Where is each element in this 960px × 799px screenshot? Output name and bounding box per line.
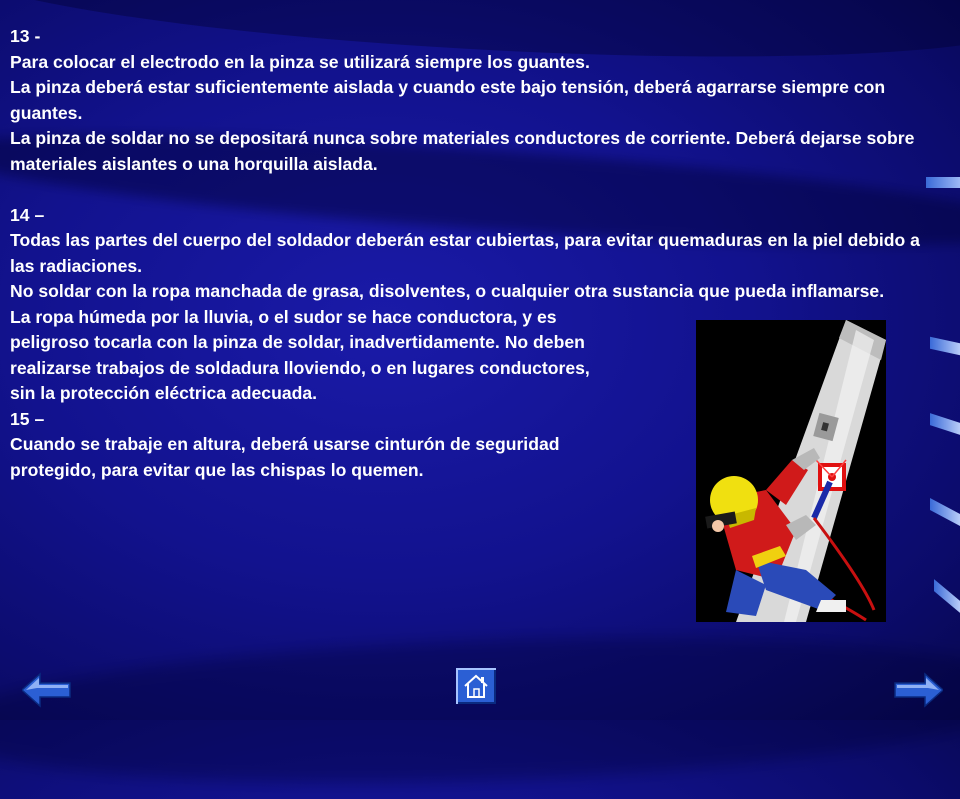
- section-spacer: [10, 177, 935, 203]
- section-14-line-2: peligroso tocarla con la pinza de soldar, inadvertidamente. No deben: [10, 332, 585, 352]
- section-14-number: 14 –: [10, 204, 45, 225]
- section-15-line-2: protegido, para evitar que las chispas lo quemen.: [10, 459, 424, 480]
- section-14-narrow-block: [10, 305, 670, 407]
- decorative-stripe: [930, 498, 960, 526]
- previous-slide-button[interactable]: [22, 672, 72, 708]
- section-13-paragraph-1: Para colocar el electrodo en la pinza se utilizará siempre los guantes.: [10, 51, 590, 72]
- section-15-narrow-block: [10, 432, 670, 483]
- section-14-line-3: realizarse trabajos de soldadura lloviendo, o en lugares conductores,: [10, 357, 590, 378]
- section-15-line-1: Cuando se trabaje en altura, deberá usarse cinturón de seguridad: [10, 434, 560, 454]
- next-slide-button[interactable]: [893, 672, 943, 708]
- arrow-left-icon: [22, 672, 72, 708]
- decorative-stripe: [934, 579, 960, 613]
- section-14-line-1: La ropa húmeda por la lluvia, o el sudor se hace conductora, y es: [10, 306, 557, 327]
- decorative-stripe: [926, 177, 960, 188]
- background-swoosh-bottom: [0, 621, 960, 799]
- section-15-number: 15 –: [10, 408, 45, 429]
- welder-on-pole-illustration: [696, 320, 886, 622]
- home-icon: [462, 672, 490, 700]
- home-button[interactable]: [456, 668, 496, 704]
- section-14-paragraph-1: Todas las partes del cuerpo del soldador deberán estar cubiertas, para evitar quemaduras en la piel debido a las radiaciones.: [10, 230, 920, 276]
- section-13-paragraph-2: La pinza deberá estar suficientemente aislada y cuando este bajo tensión, deberá agarrarse siempre con guantes.: [10, 77, 886, 123]
- welder-illustration-svg: [696, 320, 886, 622]
- section-14-line-4: sin la protección eléctrica adecuada.: [10, 383, 318, 403]
- section-13-number: 13 -: [10, 26, 41, 46]
- section-14-paragraph-2: No soldar con la ropa manchada de grasa, disolventes, o cualquier otra sustancia que pueda inflamarse.: [10, 281, 885, 301]
- section-13-paragraph-3: La pinza de soldar no se depositará nunca sobre materiales conductores de corriente. Deberá dejarse sobre materiales aislantes o una horquilla aislada.: [10, 128, 915, 174]
- arrow-right-icon: [893, 672, 943, 708]
